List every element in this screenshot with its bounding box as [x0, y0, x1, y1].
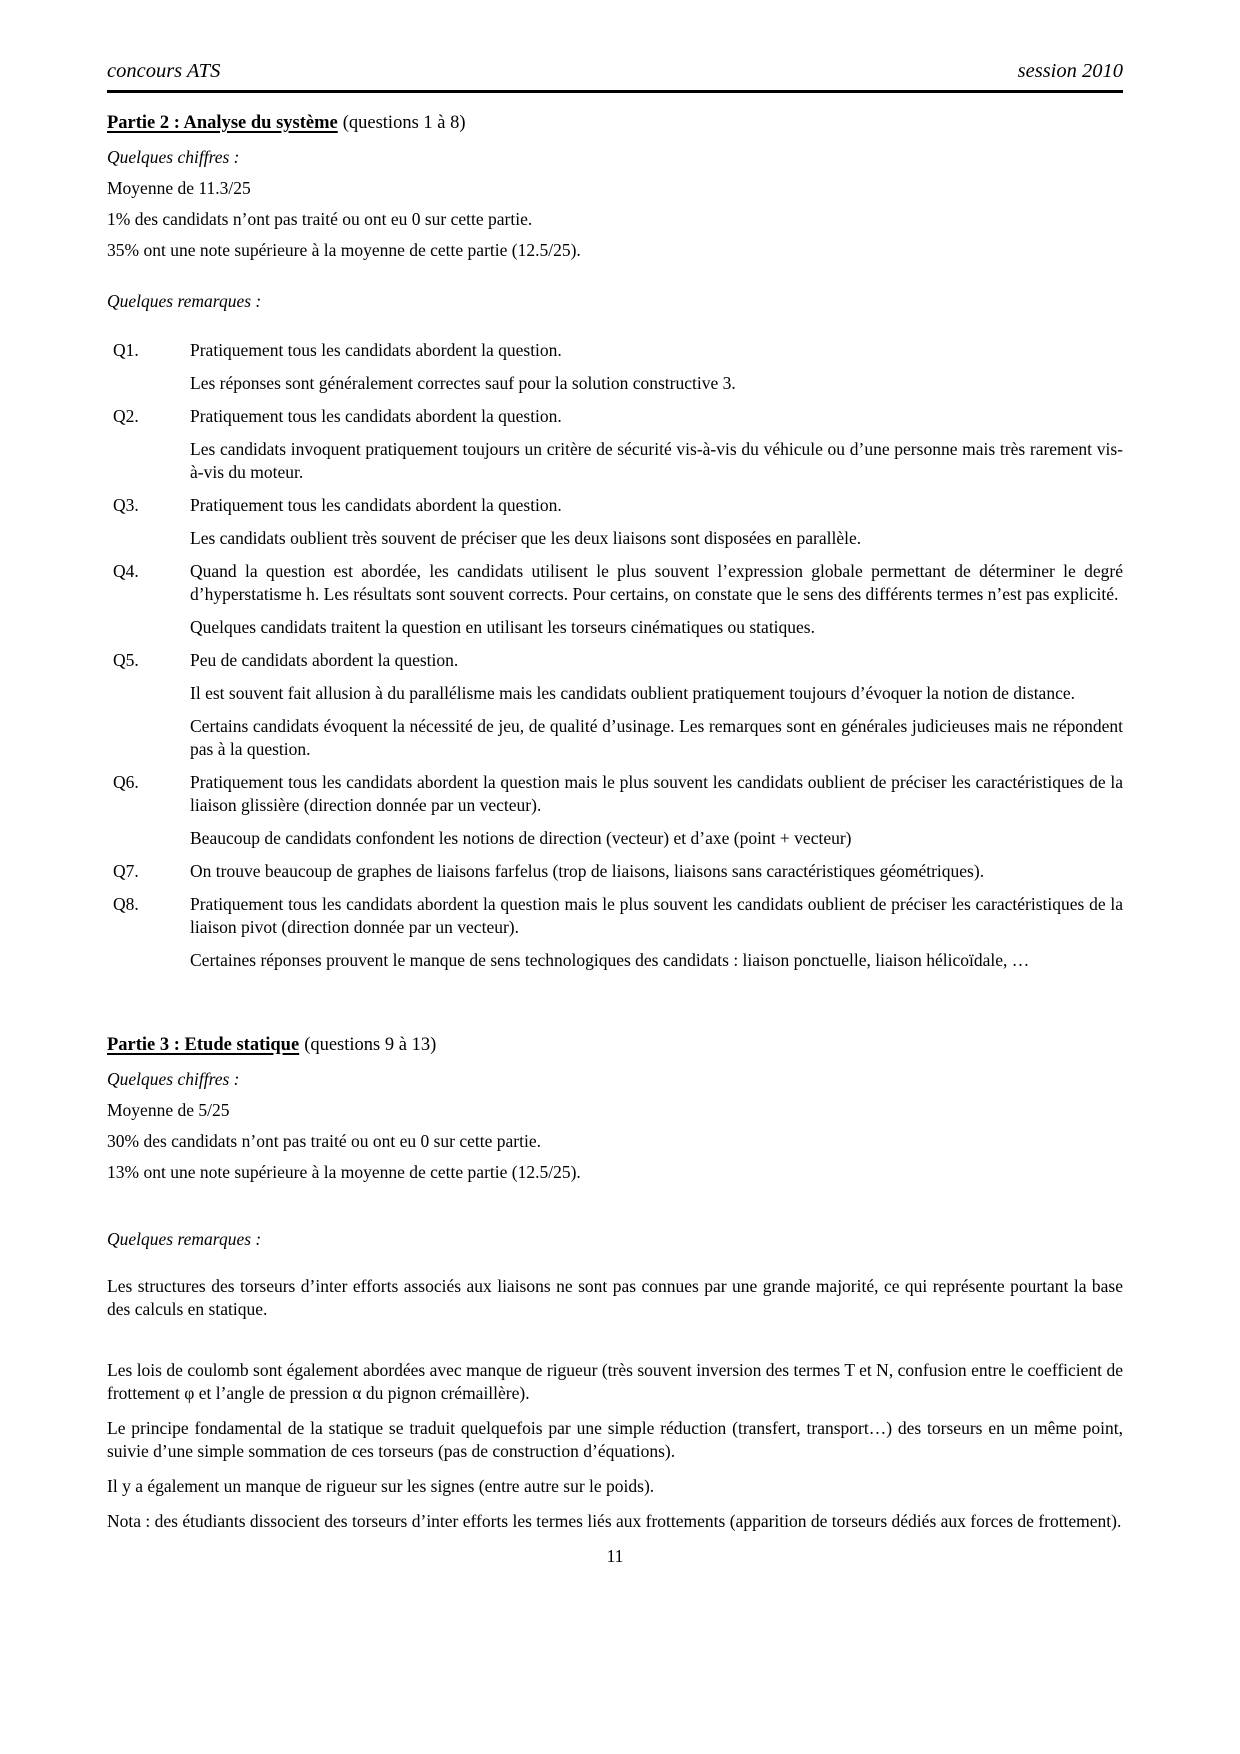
question-item	[107, 339, 1123, 405]
question-body	[190, 405, 1123, 494]
question-paragraph: Beaucoup de candidats confondent les notions de direction (vecteur) et d’axe (point + vecteur)	[190, 828, 852, 848]
remark-paragraph: Nota : des étudiants dissocient des torseurs d’inter efforts les termes liés aux frottements (apparition de torseurs dédiés aux forces de frottement).	[107, 1511, 1122, 1531]
question-label: Q1.	[113, 340, 139, 360]
question-paragraph: Pratiquement tous les candidats abordent la question.	[190, 406, 562, 426]
question-body	[190, 494, 1123, 560]
chiffres-label: Quelques chiffres :	[107, 147, 240, 167]
question-paragraph: Certains candidats évoquent la nécessité de jeu, de qualité d’usinage. Les remarques sont en générales judicieuses mais ne répondent pas à la question.	[190, 716, 1123, 759]
question-item	[107, 893, 1123, 982]
question-item	[107, 649, 1123, 771]
question-paragraph: Peu de candidats abordent la question.	[190, 650, 459, 670]
question-item	[107, 560, 1123, 649]
section-title-text: Partie 3 : Etude statique	[107, 1035, 300, 1055]
chiffre-line: 30% des candidats n’ont pas traité ou ont eu 0 sur cette partie.	[107, 1131, 541, 1151]
section-partie2	[107, 112, 1123, 982]
question-item	[107, 771, 1123, 860]
header-right-text: session 2010	[1017, 60, 1123, 82]
header-left-text: concours ATS	[107, 60, 221, 82]
section-title	[107, 1034, 1123, 1057]
page-header	[107, 60, 1123, 93]
chiffres-label: Quelques chiffres :	[107, 1069, 240, 1089]
chiffre-line: 1% des candidats n’ont pas traité ou ont eu 0 sur cette partie.	[107, 209, 533, 229]
chiffres-list	[107, 1099, 1123, 1184]
question-label: Q3.	[113, 495, 139, 515]
chiffre-line: 13% ont une note supérieure à la moyenne de cette partie (12.5/25).	[107, 1162, 581, 1182]
remark-paragraph: Les structures des torseurs d’inter efforts associés aux liaisons ne sont pas connues par une grande majorité, ce qui représente pourtant la base des calculs en statique.	[107, 1276, 1123, 1319]
section-title-suffix: (questions 9 à 13)	[304, 1035, 437, 1055]
question-paragraph: Quand la question est abordée, les candidats utilisent le plus souvent l’expression globale permettant de déterminer le degré d’hyperstatisme h. Les résultats sont souvent corrects. Pour certains, on constate que le sens des différents termes n’est pas explicité.	[190, 561, 1123, 604]
remarques-label: Quelques remarques :	[107, 291, 262, 311]
question-body	[190, 649, 1123, 771]
question-paragraph: Les candidats oublient très souvent de préciser que les deux liaisons sont disposées en parallèle.	[190, 528, 862, 548]
question-item	[107, 860, 1123, 893]
chiffre-line: Moyenne de 11.3/25	[107, 178, 251, 198]
section-title	[107, 112, 1123, 135]
section-title-suffix: (questions 1 à 8)	[342, 113, 466, 133]
question-body	[190, 771, 1123, 860]
chiffre-line: Moyenne de 5/25	[107, 1100, 230, 1120]
remarques-label: Quelques remarques :	[107, 1229, 262, 1249]
question-body	[190, 860, 1123, 893]
question-label: Q4.	[113, 561, 139, 581]
chiffre-line: 35% ont une note supérieure à la moyenne de cette partie (12.5/25).	[107, 240, 581, 260]
question-body	[190, 893, 1123, 982]
question-list	[107, 339, 1123, 982]
chiffres-list	[107, 177, 1123, 262]
question-paragraph: Les candidats invoquent pratiquement toujours un critère de sécurité vis-à-vis du véhicule ou d’une personne mais très rarement vis-à-vis du moteur.	[190, 439, 1123, 482]
remark-paragraph: Le principe fondamental de la statique se traduit quelquefois par une simple réduction (transfert, transport…) des torseurs en un même point, suivie d’une simple sommation de ces torseurs (pas de construction d’équations).	[107, 1418, 1123, 1461]
question-body	[190, 560, 1123, 649]
page-number: 11	[606, 1546, 624, 1566]
question-item	[107, 494, 1123, 560]
section-partie3	[107, 1034, 1123, 1533]
question-paragraph: Pratiquement tous les candidats abordent la question mais le plus souvent les candidats oublient de préciser les caractéristiques de la liaison pivot (direction donnée par un vecteur).	[190, 894, 1123, 937]
question-paragraph: Certaines réponses prouvent le manque de sens technologiques des candidats : liaison ponctuelle, liaison hélicoïdale, …	[190, 950, 1030, 970]
question-label: Q8.	[113, 894, 139, 914]
question-paragraph: Pratiquement tous les candidats abordent la question.	[190, 340, 562, 360]
question-label: Q2.	[113, 406, 139, 426]
remark-paragraph: Les lois de coulomb sont également abordées avec manque de rigueur (très souvent inversion des termes T et N, confusion entre le coefficient de frottement φ et l’angle de pression α du pignon crémaillère).	[107, 1360, 1123, 1403]
question-paragraph: Pratiquement tous les candidats abordent la question.	[190, 495, 562, 515]
question-paragraph: On trouve beaucoup de graphes de liaisons farfelus (trop de liaisons, liaisons sans caractéristiques géométriques).	[190, 861, 985, 881]
question-paragraph: Pratiquement tous les candidats abordent la question mais le plus souvent les candidats oublient de préciser les caractéristiques de la liaison glissière (direction donnée par un vecteur).	[190, 772, 1123, 815]
question-label: Q6.	[113, 772, 139, 792]
question-label: Q5.	[113, 650, 139, 670]
remark-paragraph: Il y a également un manque de rigueur sur les signes (entre autre sur le poids).	[107, 1476, 655, 1496]
question-body	[190, 339, 1123, 405]
question-paragraph: Les réponses sont généralement correctes sauf pour la solution constructive 3.	[190, 373, 736, 393]
question-item	[107, 405, 1123, 494]
question-paragraph: Quelques candidats traitent la question en utilisant les torseurs cinématiques ou statiques.	[190, 617, 815, 637]
remarks-list	[107, 1275, 1123, 1533]
section-title-text: Partie 2 : Analyse du système	[107, 113, 338, 133]
question-label: Q7.	[113, 861, 139, 881]
question-paragraph: Il est souvent fait allusion à du parallélisme mais les candidats oublient pratiquement toujours d’évoquer la notion de distance.	[190, 683, 1075, 703]
